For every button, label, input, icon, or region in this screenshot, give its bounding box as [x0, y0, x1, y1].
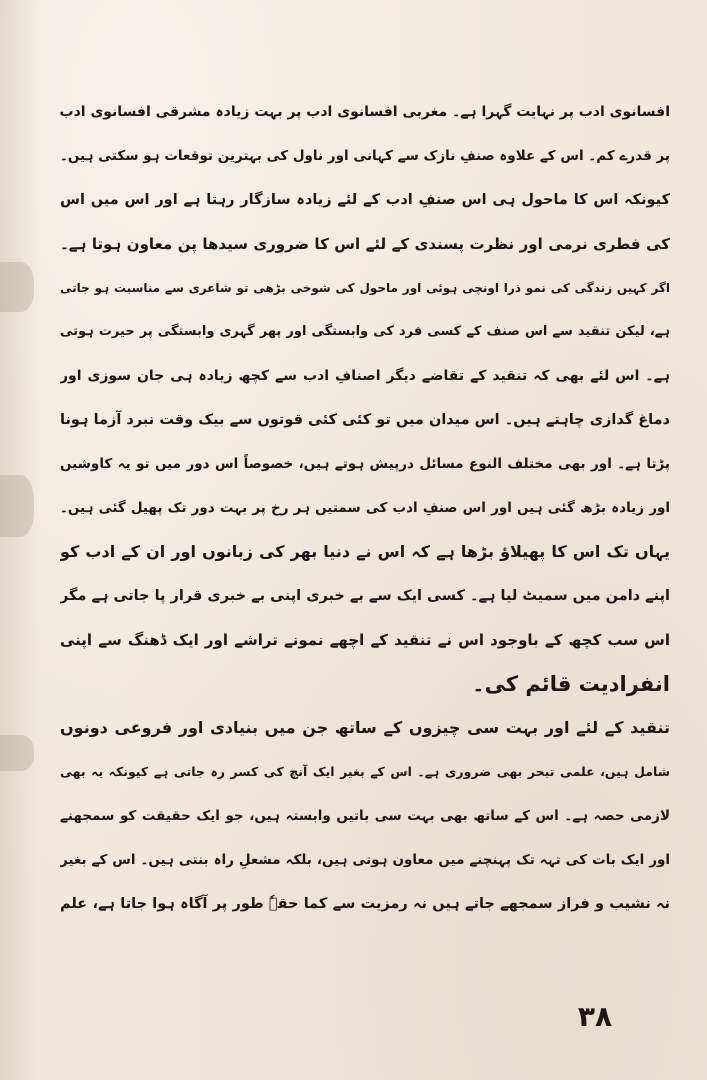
text-line: لازمی حصہ ہے۔ اس کے ساتھ بھی بہت سی باتیں وابستہ ہیں، جو ایک حقیقت کو سمجھنے: [60, 808, 670, 824]
text-line: اور ایک بات کی تہہ تک پہنچنے میں معاون ہوتی ہیں، بلکہ مشعلِ راہ بنتی ہیں۔ اس کے بغیر: [60, 852, 670, 868]
text-line: اور زیادہ بڑھ گئی ہیں اور اس صنفِ ادب کی سمتیں ہر رخ پر بہت دور تک پھیل گئی ہیں۔: [60, 500, 670, 516]
text-line: کی فطری نرمی اور نظرت پسندی کے لئے اس کا ضروری سیدھا پن معاون ہوتا ہے۔: [60, 235, 670, 253]
text-line: دماغ گدازی چاہتے ہیں۔ اس میدان میں تو کئی کئی قوتوں سے بیک وقت نبرد آزما ہونا: [60, 412, 670, 428]
text-line: انفرادیت قائم کی۔: [472, 672, 670, 696]
text-line: پڑتا ہے۔ اور بھی مختلف النوع مسائل درپیش ہوتے ہیں، خصوصاً اس دور میں تو یہ کاوشیں: [60, 456, 670, 472]
text-line: اس سب کچھ کے باوجود اس نے تنقید کے اچھے نمونے تراشے اور ایک ڈھنگ سے اپنی: [60, 631, 670, 649]
text-line: نہ نشیب و فراز سمجھے جاتے ہیں نہ رمزیت سے کما حقہٗ طور پر آگاہ ہوا جاتا ہے، علم: [60, 896, 670, 912]
text-line: اگر کہیں زندگی کی نمو ذرا اونچی ہوئی اور ماحول کی شوخی بڑھی تو شاعری سے مناسبت ہو جاتی: [60, 281, 670, 295]
text-line: یہاں تک اس کا پھیلاؤ بڑھا ہے کہ اس نے دنیا بھر کی زبانوں اور ان کے ادب کو: [60, 542, 670, 561]
body-text: [60, 90, 670, 926]
page-edge-stain: [0, 475, 34, 537]
text-line: تنقید کے لئے اور بہت سی چیزوں کے ساتھ جن میں بنیادی اور فروعی دونوں: [60, 718, 670, 737]
text-line: شامل ہیں، علمی تبحر بھی ضروری ہے۔ اس کے بغیر ایک آنچ کی کسر رہ جاتی ہے کیونکہ یہ بھی: [60, 764, 670, 779]
page-edge-stain: [0, 735, 34, 771]
text-line: ہے، لیکن تنقید سے اس صنف کے کسی فرد کی وابستگی اور پھر گہری وابستگی پر حیرت ہوتی: [60, 324, 670, 339]
text-line: ہے۔ اس لئے بھی کہ تنقید کے تقاضے دیگر اصنافِ ادب سے کچھ زیادہ ہی جان سوزی اور: [60, 368, 670, 384]
text-line: افسانوی ادب پر نہایت گہرا ہے۔ مغربی افسانوی ادب پر بہت زیادہ مشرقی افسانوی ادب: [60, 104, 670, 120]
text-line: اپنے دامن میں سمیٹ لیا ہے۔ کسی ایک سے بے خبری اپنی بے خبری قرار پا جاتی ہے مگر: [60, 588, 670, 604]
page-binding-shadow: [0, 0, 40, 1080]
page-edge-stain: [0, 262, 34, 312]
text-line: پر قدرے کم۔ اس کے علاوہ صنفِ نازک سے کہانی اور ناول کی بہترین توقعات ہو سکتی ہیں۔: [60, 148, 670, 164]
text-line: کیونکہ اس کا ماحول ہی اس صنفِ ادب کے لئے زیادہ سازگار رہتا ہے اور اس میں اس: [60, 192, 670, 208]
page-number: ۳۸: [577, 1000, 613, 1033]
